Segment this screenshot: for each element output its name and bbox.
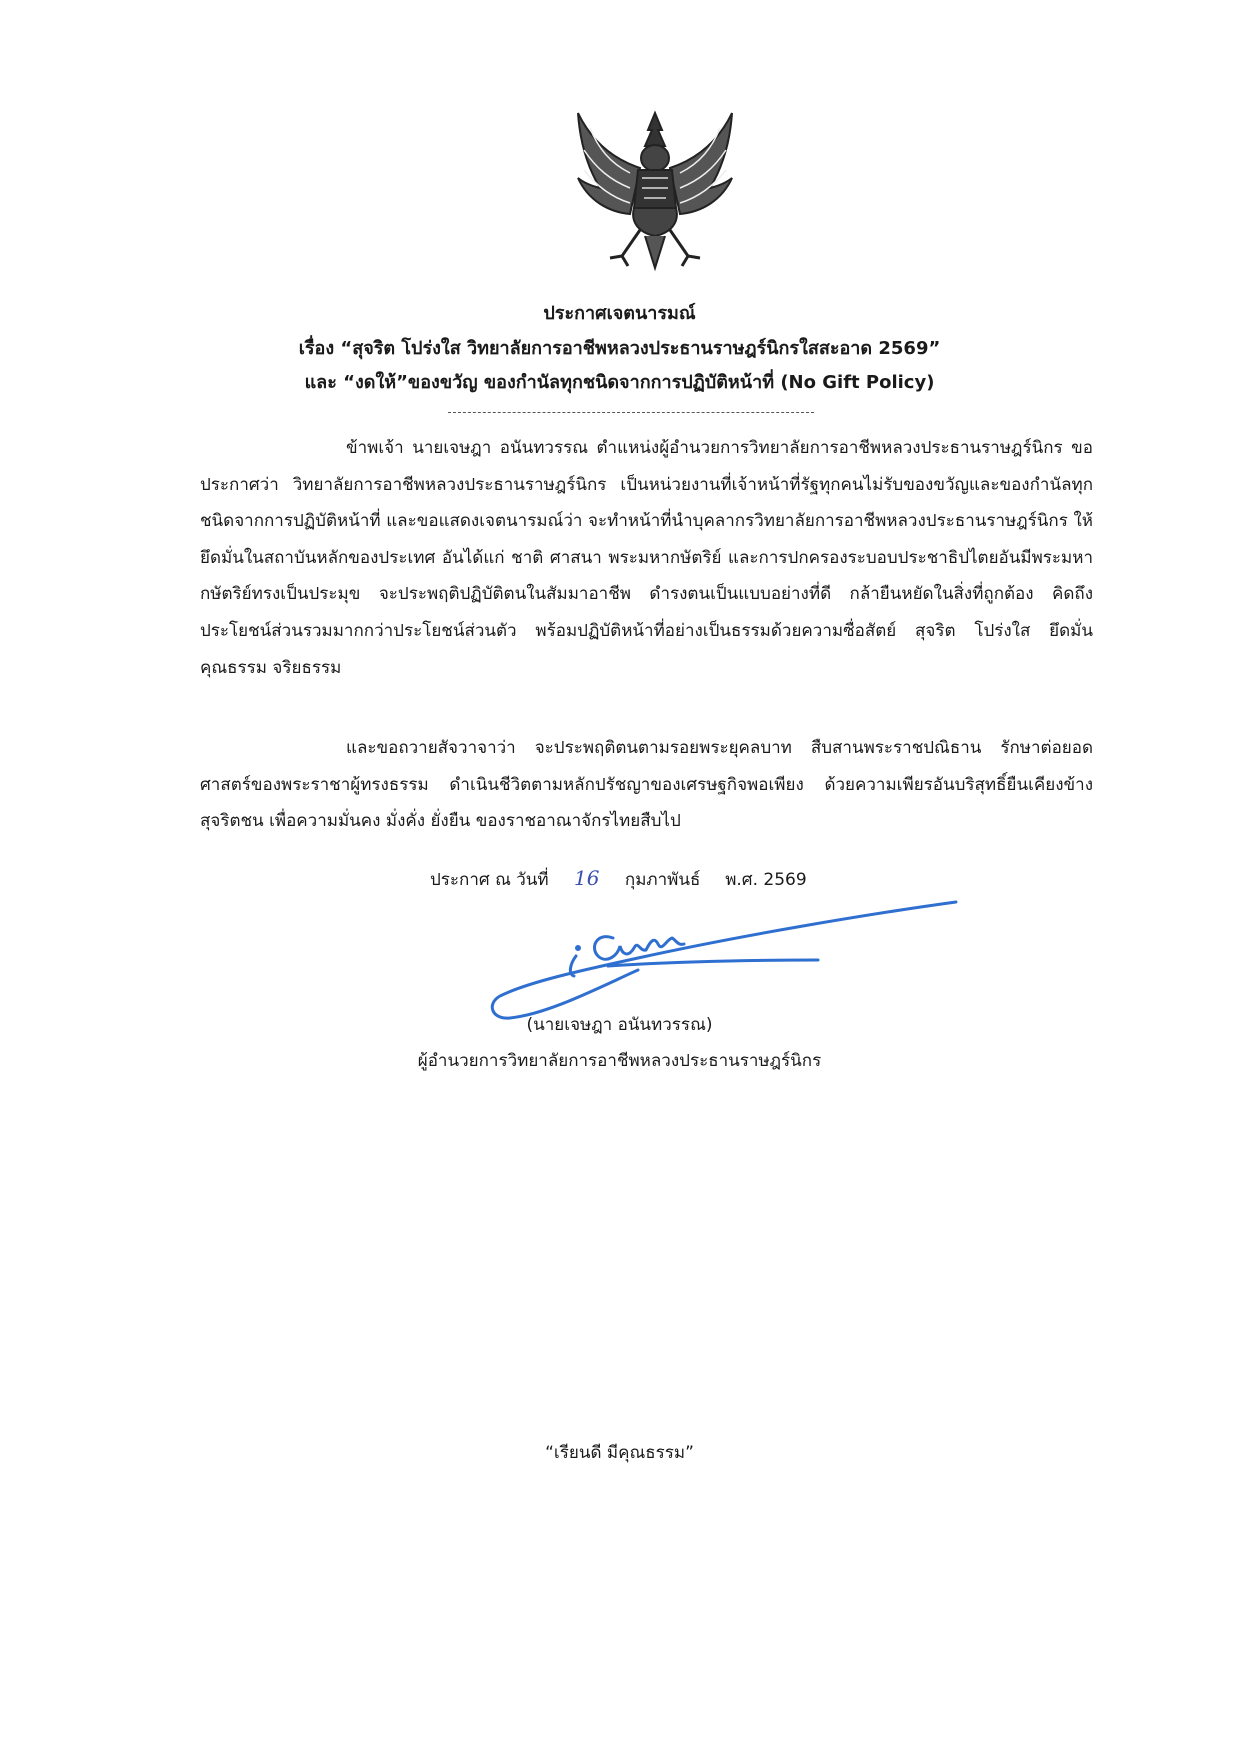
document-title: ประกาศเจตนารมณ์: [543, 303, 696, 324]
signatory-position: ผู้อำนวยการวิทยาลัยการอาชีพหลวงประธานราษฎร์นิกร: [417, 1051, 822, 1071]
school-motto: “เรียนดี มีคุณธรรม”: [545, 1443, 694, 1463]
body-paragraph-1: ข้าพเจ้า นายเจษฎา อนันทวรรณ ตำแหน่งผู้อำนวยการวิทยาลัยการอาชีพหลวงประธานราษฎร์นิกร ขอประกาศว่า วิทยาลัยการอาชีพหลวงประธานราษฎร์นิกร เป็นหน่วยงานที่เจ้าหน้าที่รัฐทุกคนไม่รับของขวัญและของกำนัลทุกชนิดจากการปฏิบัติหน้าที่ และขอแสดงเจตนารมณ์ว่า จะทำหน้าที่นำบุคลากรวิทยาลัยการอาชีพหลวงประธานราษฎร์นิกร ให้ยึดมั่นในสถาบันหลักของประเทศ อันได้แก่ ชาติ ศาสนา พระมหากษัตริย์ และการปกครองระบอบประชาธิปไตยอันมีพระมหากษัตริย์ทรงเป็นประมุข จะประพฤติปฏิบัติตนในสัมมาอาชีพ ดำรงตนเป็นแบบอย่างที่ดี กล้ายืนหยัดในสิ่งที่ถูกต้อง คิดถึงประโยชน์ส่วนรวมมากกว่าประโยชน์ส่วนตัว พร้อมปฏิบัติหน้าที่อย่างเป็นธรรมด้วยความซื่อสัตย์ สุจริต โปร่งใส ยึดมั่นคุณธรรม จริยธรรม: [200, 438, 1093, 678]
subject-line-2: และ “งดให้”ของขวัญ ของกำนัลทุกชนิดจากการปฏิบัติหน้าที่ (No Gift Policy): [304, 372, 935, 393]
body-paragraph-2: และขอถวายสัจวาจาว่า จะประพฤติตนตามรอยพระยุคลบาท สืบสานพระราชปณิธาน รักษาต่อยอดศาสตร์ของพระราชาผู้ทรงธรรม ดำเนินชีวิตตามหลักปรัชญาของเศรษฐกิจพอเพียง ด้วยความเพียรอันบริสุทธิ์ยืนเคียงข้างสุจริตชน เพื่อความมั่นคง มั่งคั่ง ยั่งยืน ของราชอาณาจักรไทยสืบไป: [200, 738, 1093, 832]
subject-line-1: เรื่อง “สุจริต โปร่งใส วิทยาลัยการอาชีพหลวงประธานราษฎร์นิกรใสสะอาด 2569”: [298, 338, 941, 359]
dashed-divider: [448, 412, 814, 413]
announcement-prefix: ประกาศ ณ วันที่: [430, 870, 549, 890]
handwritten-day: 16: [574, 866, 600, 890]
announcement-year: พ.ศ. 2569: [725, 870, 807, 890]
announcement-date-line: [430, 866, 807, 893]
garuda-emblem-icon: [570, 108, 740, 273]
signatory-name: (นายเจษฎา อนันทวรรณ): [526, 1015, 713, 1035]
announcement-month: กุมภาพันธ์: [624, 870, 701, 890]
